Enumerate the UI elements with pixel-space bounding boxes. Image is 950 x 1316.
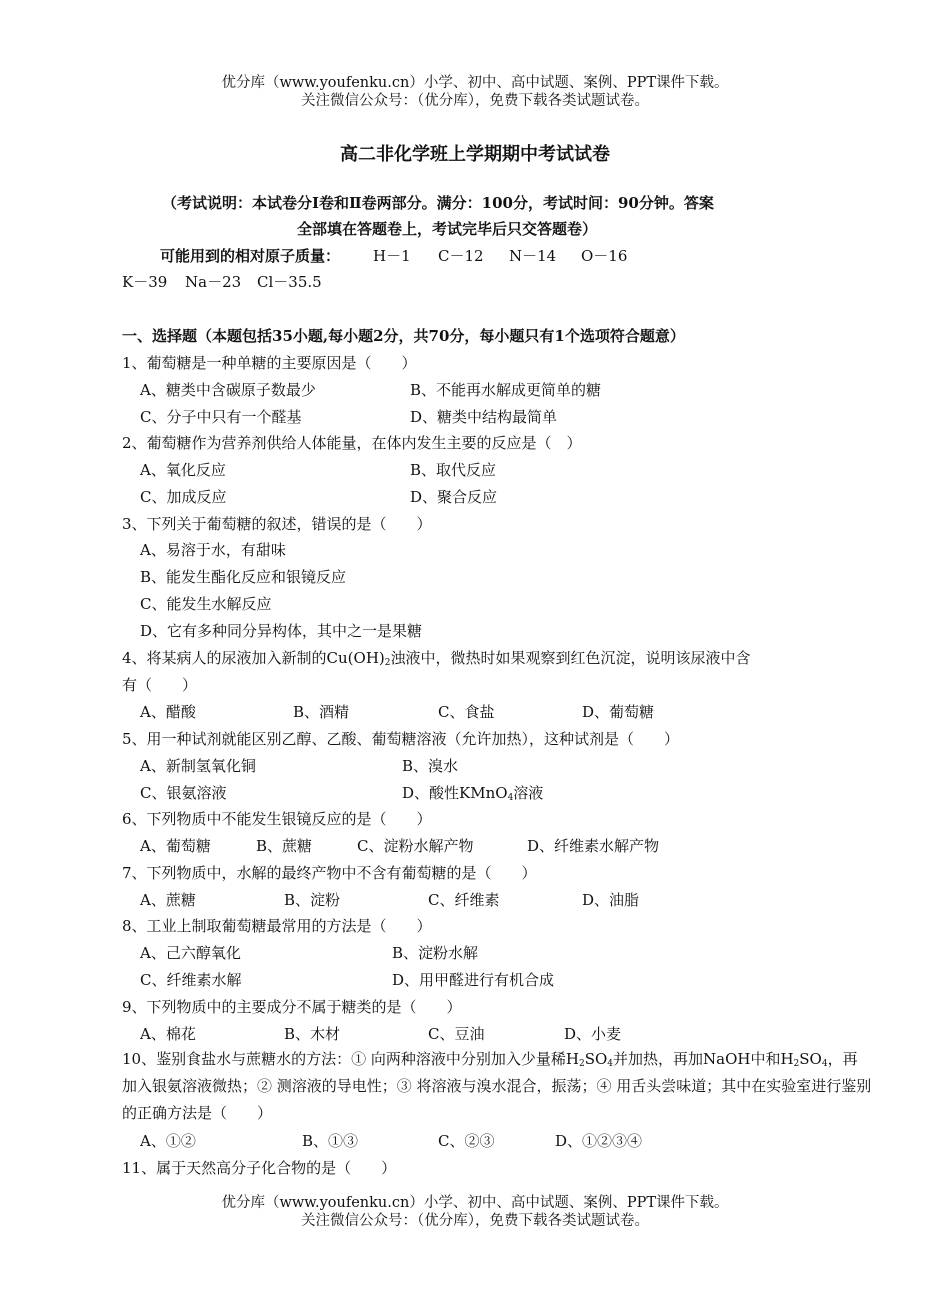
option: A、易溶于水，有甜味 <box>140 541 286 559</box>
option: D、小麦 <box>564 1025 622 1043</box>
question-stem-continued: 有（ ） <box>122 676 198 694</box>
atomic-mass-n: N－14 <box>509 247 557 265</box>
option: B、①③ <box>302 1132 359 1150</box>
question-stem: 4、将某病人的尿液加入新制的$Cu(OH)_2$浊液中，微热时如果观察到红色沉淀，说明该尿液中含 <box>122 649 751 668</box>
option: B、酒精 <box>293 703 350 721</box>
option: B、不能再水解成更简单的糖 <box>410 381 602 399</box>
footer-line-2: 关注微信公众号：（优分库），免费下载各类试题试卷。 <box>301 1213 649 1229</box>
footer-line-1: 优分库（www.youfenku.cn）小学、初中、高中试题、案例、PPT课件下载。 <box>221 1195 729 1211</box>
instructions-line-1: （考试说明：本试卷分Ⅰ卷和Ⅱ卷两部分。满分：100分，考试时间：90分钟。答案 <box>162 194 714 212</box>
atomic-mass-c: C－12 <box>438 247 484 265</box>
option: D、聚合反应 <box>410 488 498 506</box>
option: C、②③ <box>438 1132 495 1150</box>
option: C、能发生水解反应 <box>140 595 272 613</box>
option: C、银氨溶液 <box>140 784 227 802</box>
option: A、氧化反应 <box>140 461 226 479</box>
option: A、糖类中含碳原子数最少 <box>140 381 316 399</box>
option: B、木材 <box>284 1025 341 1043</box>
option: C、纤维素水解 <box>140 971 242 989</box>
question-stem: 9、下列物质中的主要成分不属于糖类的是（ ） <box>122 998 462 1016</box>
question-stem: 2、葡萄糖作为营养剂供给人体能量，在体内发生主要的反应是（ ） <box>122 434 582 452</box>
option: A、己六醇氧化 <box>140 944 241 962</box>
option: D、葡萄糖 <box>582 703 655 721</box>
section-heading: 一、选择题（本题包括35小题,每小题2分，共70分，每小题只有1个选项符合题意） <box>122 327 685 345</box>
atomic-mass-o: O－16 <box>581 247 628 265</box>
option: B、淀粉 <box>284 891 341 909</box>
option: A、醋酸 <box>140 703 196 721</box>
atomic-mass-h: H－1 <box>373 247 411 265</box>
header-line-2: 关注微信公众号：（优分库），免费下载各类试题试卷。 <box>301 93 649 109</box>
option: A、葡萄糖 <box>140 837 211 855</box>
option: B、蔗糖 <box>256 837 313 855</box>
option: B、能发生酯化反应和银镜反应 <box>140 568 347 586</box>
question-stem: 7、下列物质中，水解的最终产物中不含有葡萄糖的是（ ） <box>122 864 537 882</box>
option: C、分子中只有一个醛基 <box>140 408 302 426</box>
header-line-1: 优分库（www.youfenku.cn）小学、初中、高中试题、案例、PPT课件下载。 <box>221 75 729 91</box>
option: D、①②③④ <box>555 1132 643 1150</box>
atomic-mass-na: Na－23 <box>185 273 242 291</box>
atomic-mass-k: K－39 <box>122 273 168 291</box>
question-stem: 11、属于天然高分子化合物的是（ ） <box>122 1159 397 1177</box>
option: C、加成反应 <box>140 488 227 506</box>
option: C、豆油 <box>428 1025 485 1043</box>
option: D、它有多种同分异构体，其中之一是果糖 <box>140 622 423 640</box>
option: B、溴水 <box>402 757 459 775</box>
question-stem: 5、用一种试剂就能区别乙醇、乙酸、葡萄糖溶液（允许加热），这种试剂是（ ） <box>122 730 680 748</box>
option: B、取代反应 <box>410 461 497 479</box>
page-header <box>0 74 950 110</box>
exam-title: 高二非化学班上学期期中考试试卷 <box>340 144 610 165</box>
option: B、淀粉水解 <box>392 944 479 962</box>
atomic-mass-cl: Cl－35.5 <box>257 273 322 291</box>
question-stem: 8、工业上制取葡萄糖最常用的方法是（ ） <box>122 917 432 935</box>
option: C、淀粉水解产物 <box>357 837 474 855</box>
question-stem: 3、下列关于葡萄糖的叙述，错误的是（ ） <box>122 515 432 533</box>
option: C、食盐 <box>438 703 495 721</box>
question-stem: 1、葡萄糖是一种单糖的主要原因是（ ） <box>122 354 417 372</box>
option: A、①② <box>140 1132 196 1150</box>
option: D、油脂 <box>582 891 640 909</box>
option: A、新制氢氧化铜 <box>140 757 256 775</box>
option: D、糖类中结构最简单 <box>410 408 558 426</box>
option: D、用甲醛进行有机合成 <box>392 971 555 989</box>
atomic-mass-label: 可能用到的相对原子质量： <box>160 247 341 265</box>
question-stem: 6、下列物质中不能发生银镜反应的是（ ） <box>122 810 432 828</box>
option: D、纤维素水解产物 <box>527 837 660 855</box>
option: A、蔗糖 <box>140 891 196 909</box>
page-footer <box>0 1194 950 1230</box>
option: D、酸性KMnO$_4$溶液 <box>402 784 544 803</box>
question-stem: 10、鉴别食盐水与蔗糖水的方法：① 向两种溶液中分别加入少量稀$H_2SO_4$并加热，再加NaOH中和$H_2SO_4$，再加入银氨溶液微热；② 测溶液的导电性；③ 将溶液与溴水混合，振荡；④ 用舌头尝味道；其中在实验室进行鉴别的正确方法是（ ） <box>122 1050 872 1122</box>
instructions-line-2: 全部填在答题卷上，考试完毕后只交答题卷） <box>297 220 598 238</box>
option: A、棉花 <box>140 1025 196 1043</box>
option: C、纤维素 <box>428 891 500 909</box>
